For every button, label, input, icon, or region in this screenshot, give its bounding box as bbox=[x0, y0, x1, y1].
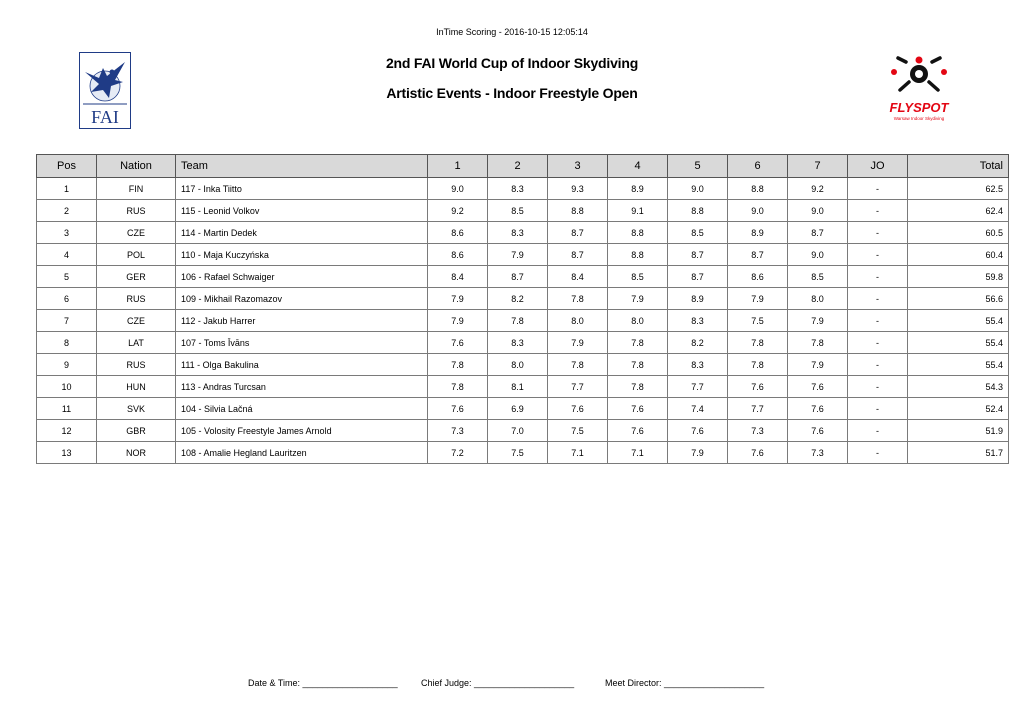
cell-score-2: 8.2 bbox=[488, 288, 548, 310]
cell-score-3: 8.8 bbox=[548, 200, 608, 222]
cell-score-7: 7.8 bbox=[788, 332, 848, 354]
cell-score-5: 9.0 bbox=[668, 178, 728, 200]
cell-pos: 5 bbox=[37, 266, 97, 288]
cell-score-3: 7.8 bbox=[548, 288, 608, 310]
cell-score-7: 8.7 bbox=[788, 222, 848, 244]
cell-score-2: 8.3 bbox=[488, 178, 548, 200]
cell-score-6: 8.8 bbox=[728, 178, 788, 200]
cell-score-4: 8.5 bbox=[608, 266, 668, 288]
cell-score-7: 8.0 bbox=[788, 288, 848, 310]
column-header-score-5: 5 bbox=[668, 155, 728, 178]
cell-team: 111 - Olga Bakulina bbox=[176, 354, 428, 376]
cell-score-1: 7.3 bbox=[428, 420, 488, 442]
cell-score-2: 7.9 bbox=[488, 244, 548, 266]
cell-pos: 6 bbox=[37, 288, 97, 310]
cell-jo: - bbox=[848, 398, 908, 420]
page-subtitle: Artistic Events - Indoor Freestyle Open bbox=[386, 85, 638, 101]
cell-score-3: 7.1 bbox=[548, 442, 608, 464]
table-row bbox=[37, 266, 1009, 288]
date-time-field: Date & Time: ___________________ bbox=[248, 678, 398, 688]
cell-jo: - bbox=[848, 288, 908, 310]
cell-total: 60.4 bbox=[908, 244, 1009, 266]
cell-score-6: 7.6 bbox=[728, 376, 788, 398]
cell-score-4: 8.0 bbox=[608, 310, 668, 332]
cell-score-2: 8.7 bbox=[488, 266, 548, 288]
cell-score-6: 9.0 bbox=[728, 200, 788, 222]
cell-score-3: 8.4 bbox=[548, 266, 608, 288]
cell-score-2: 8.0 bbox=[488, 354, 548, 376]
cell-pos: 11 bbox=[37, 398, 97, 420]
cell-nation: LAT bbox=[97, 332, 176, 354]
cell-score-4: 7.6 bbox=[608, 398, 668, 420]
cell-jo: - bbox=[848, 354, 908, 376]
cell-score-7: 8.5 bbox=[788, 266, 848, 288]
cell-score-6: 7.8 bbox=[728, 332, 788, 354]
cell-score-3: 9.3 bbox=[548, 178, 608, 200]
cell-team: 115 - Leonid Volkov bbox=[176, 200, 428, 222]
cell-nation: GER bbox=[97, 266, 176, 288]
table-header-row bbox=[37, 155, 1009, 178]
cell-score-5: 8.2 bbox=[668, 332, 728, 354]
cell-pos: 8 bbox=[37, 332, 97, 354]
cell-score-1: 7.9 bbox=[428, 288, 488, 310]
chief-judge-field: Chief Judge: ____________________ bbox=[421, 678, 575, 688]
cell-score-1: 8.6 bbox=[428, 222, 488, 244]
cell-total: 62.4 bbox=[908, 200, 1009, 222]
table-row bbox=[37, 310, 1009, 332]
cell-score-6: 8.6 bbox=[728, 266, 788, 288]
cell-jo: - bbox=[848, 266, 908, 288]
cell-score-4: 7.8 bbox=[608, 354, 668, 376]
table-row bbox=[37, 376, 1009, 398]
cell-total: 52.4 bbox=[908, 398, 1009, 420]
cell-jo: - bbox=[848, 244, 908, 266]
column-header-score-1: 1 bbox=[428, 155, 488, 178]
cell-pos: 12 bbox=[37, 420, 97, 442]
cell-score-1: 7.6 bbox=[428, 398, 488, 420]
cell-score-5: 7.9 bbox=[668, 442, 728, 464]
cell-pos: 2 bbox=[37, 200, 97, 222]
cell-nation: RUS bbox=[97, 354, 176, 376]
fai-logo-text: FAI bbox=[91, 107, 119, 127]
cell-pos: 10 bbox=[37, 376, 97, 398]
table-row bbox=[37, 222, 1009, 244]
table-row bbox=[37, 178, 1009, 200]
column-header-score-2: 2 bbox=[488, 155, 548, 178]
cell-team: 117 - Inka Tiitto bbox=[176, 178, 428, 200]
cell-score-7: 7.9 bbox=[788, 310, 848, 332]
cell-score-6: 7.8 bbox=[728, 354, 788, 376]
cell-team: 105 - Volosity Freestyle James Arnold bbox=[176, 420, 428, 442]
cell-total: 55.4 bbox=[908, 354, 1009, 376]
cell-jo: - bbox=[848, 332, 908, 354]
cell-score-7: 7.6 bbox=[788, 376, 848, 398]
cell-score-4: 8.8 bbox=[608, 222, 668, 244]
cell-score-5: 8.7 bbox=[668, 244, 728, 266]
column-header-score-6: 6 bbox=[728, 155, 788, 178]
cell-team: 104 - Silvia Lačná bbox=[176, 398, 428, 420]
cell-score-4: 7.8 bbox=[608, 332, 668, 354]
cell-score-7: 9.0 bbox=[788, 200, 848, 222]
cell-total: 51.7 bbox=[908, 442, 1009, 464]
meet-director-field: Meet Director: ____________________ bbox=[605, 678, 765, 688]
cell-jo: - bbox=[848, 178, 908, 200]
cell-score-6: 8.7 bbox=[728, 244, 788, 266]
cell-score-4: 7.8 bbox=[608, 376, 668, 398]
cell-score-7: 7.9 bbox=[788, 354, 848, 376]
cell-score-1: 8.6 bbox=[428, 244, 488, 266]
cell-score-1: 7.8 bbox=[428, 354, 488, 376]
flyspot-logo-text: FLYSPOT bbox=[889, 100, 949, 115]
cell-score-4: 8.9 bbox=[608, 178, 668, 200]
cell-nation: RUS bbox=[97, 200, 176, 222]
cell-score-2: 8.3 bbox=[488, 332, 548, 354]
cell-pos: 7 bbox=[37, 310, 97, 332]
cell-score-5: 7.6 bbox=[668, 420, 728, 442]
cell-score-4: 9.1 bbox=[608, 200, 668, 222]
cell-score-5: 7.4 bbox=[668, 398, 728, 420]
cell-score-6: 7.6 bbox=[728, 442, 788, 464]
table-row bbox=[37, 420, 1009, 442]
cell-score-3: 7.8 bbox=[548, 354, 608, 376]
cell-score-1: 9.0 bbox=[428, 178, 488, 200]
fai-logo bbox=[79, 52, 131, 129]
cell-score-4: 7.6 bbox=[608, 420, 668, 442]
cell-score-6: 8.9 bbox=[728, 222, 788, 244]
cell-score-2: 7.5 bbox=[488, 442, 548, 464]
cell-total: 51.9 bbox=[908, 420, 1009, 442]
cell-pos: 3 bbox=[37, 222, 97, 244]
column-header-total: Total bbox=[908, 155, 1009, 178]
cell-pos: 9 bbox=[37, 354, 97, 376]
cell-nation: RUS bbox=[97, 288, 176, 310]
cell-score-7: 9.2 bbox=[788, 178, 848, 200]
cell-score-2: 6.9 bbox=[488, 398, 548, 420]
cell-pos: 13 bbox=[37, 442, 97, 464]
cell-team: 113 - Andras Turcsan bbox=[176, 376, 428, 398]
cell-score-6: 7.5 bbox=[728, 310, 788, 332]
cell-score-3: 7.6 bbox=[548, 398, 608, 420]
page-title: 2nd FAI World Cup of Indoor Skydiving bbox=[385, 55, 639, 71]
cell-nation: SVK bbox=[97, 398, 176, 420]
cell-nation: HUN bbox=[97, 376, 176, 398]
cell-score-6: 7.7 bbox=[728, 398, 788, 420]
cell-nation: GBR bbox=[97, 420, 176, 442]
results-table bbox=[36, 154, 1009, 464]
cell-total: 60.5 bbox=[908, 222, 1009, 244]
cell-score-3: 7.5 bbox=[548, 420, 608, 442]
cell-pos: 1 bbox=[37, 178, 97, 200]
cell-total: 54.3 bbox=[908, 376, 1009, 398]
cell-score-5: 8.9 bbox=[668, 288, 728, 310]
cell-nation: CZE bbox=[97, 222, 176, 244]
cell-score-1: 9.2 bbox=[428, 200, 488, 222]
cell-team: 109 - Mikhail Razomazov bbox=[176, 288, 428, 310]
table-row bbox=[37, 398, 1009, 420]
cell-score-1: 7.2 bbox=[428, 442, 488, 464]
table-body bbox=[37, 178, 1009, 464]
column-header-pos: Pos bbox=[37, 155, 97, 178]
cell-jo: - bbox=[848, 442, 908, 464]
cell-score-7: 9.0 bbox=[788, 244, 848, 266]
cell-pos: 4 bbox=[37, 244, 97, 266]
cell-score-3: 7.7 bbox=[548, 376, 608, 398]
cell-nation: NOR bbox=[97, 442, 176, 464]
cell-jo: - bbox=[848, 376, 908, 398]
cell-total: 56.6 bbox=[908, 288, 1009, 310]
cell-team: 108 - Amalie Hegland Lauritzen bbox=[176, 442, 428, 464]
cell-score-1: 7.8 bbox=[428, 376, 488, 398]
cell-total: 59.8 bbox=[908, 266, 1009, 288]
cell-total: 62.5 bbox=[908, 178, 1009, 200]
cell-score-2: 8.5 bbox=[488, 200, 548, 222]
flyspot-logo bbox=[876, 52, 962, 124]
cell-score-5: 8.3 bbox=[668, 354, 728, 376]
cell-team: 107 - Toms Īvāns bbox=[176, 332, 428, 354]
cell-score-6: 7.3 bbox=[728, 420, 788, 442]
column-header-nation: Nation bbox=[97, 155, 176, 178]
cell-score-5: 8.5 bbox=[668, 222, 728, 244]
column-header-score-3: 3 bbox=[548, 155, 608, 178]
cell-score-1: 7.9 bbox=[428, 310, 488, 332]
cell-jo: - bbox=[848, 310, 908, 332]
skydiver-icon bbox=[891, 57, 947, 91]
cell-score-1: 7.6 bbox=[428, 332, 488, 354]
table-row bbox=[37, 332, 1009, 354]
table-row bbox=[37, 244, 1009, 266]
cell-score-3: 8.7 bbox=[548, 222, 608, 244]
cell-score-3: 7.9 bbox=[548, 332, 608, 354]
cell-score-5: 8.8 bbox=[668, 200, 728, 222]
cell-score-2: 7.8 bbox=[488, 310, 548, 332]
column-header-jo: JO bbox=[848, 155, 908, 178]
cell-score-1: 8.4 bbox=[428, 266, 488, 288]
cell-team: 110 - Maja Kuczyńska bbox=[176, 244, 428, 266]
cell-score-3: 8.0 bbox=[548, 310, 608, 332]
cell-score-4: 7.9 bbox=[608, 288, 668, 310]
cell-team: 112 - Jakub Harrer bbox=[176, 310, 428, 332]
cell-score-3: 8.7 bbox=[548, 244, 608, 266]
cell-score-5: 7.7 bbox=[668, 376, 728, 398]
flyspot-tagline: Warsaw Indoor Skydiving bbox=[893, 116, 945, 121]
cell-score-4: 8.8 bbox=[608, 244, 668, 266]
cell-score-2: 8.1 bbox=[488, 376, 548, 398]
cell-jo: - bbox=[848, 222, 908, 244]
scoring-timestamp: InTime Scoring - 2016-10-15 12:05:14 bbox=[436, 27, 588, 37]
column-header-team: Team bbox=[176, 155, 428, 178]
cell-score-7: 7.6 bbox=[788, 398, 848, 420]
table-row bbox=[37, 354, 1009, 376]
cell-score-2: 8.3 bbox=[488, 222, 548, 244]
cell-score-7: 7.6 bbox=[788, 420, 848, 442]
cell-team: 114 - Martin Dedek bbox=[176, 222, 428, 244]
cell-score-2: 7.0 bbox=[488, 420, 548, 442]
table-row bbox=[37, 200, 1009, 222]
cell-nation: POL bbox=[97, 244, 176, 266]
cell-total: 55.4 bbox=[908, 310, 1009, 332]
table-row bbox=[37, 442, 1009, 464]
cell-score-5: 8.7 bbox=[668, 266, 728, 288]
cell-nation: FIN bbox=[97, 178, 176, 200]
cell-nation: CZE bbox=[97, 310, 176, 332]
table-row bbox=[37, 288, 1009, 310]
cell-total: 55.4 bbox=[908, 332, 1009, 354]
cell-score-4: 7.1 bbox=[608, 442, 668, 464]
cell-jo: - bbox=[848, 200, 908, 222]
cell-jo: - bbox=[848, 420, 908, 442]
column-header-score-7: 7 bbox=[788, 155, 848, 178]
column-header-score-4: 4 bbox=[608, 155, 668, 178]
cell-score-5: 8.3 bbox=[668, 310, 728, 332]
cell-team: 106 - Rafael Schwaiger bbox=[176, 266, 428, 288]
cell-score-6: 7.9 bbox=[728, 288, 788, 310]
cell-score-7: 7.3 bbox=[788, 442, 848, 464]
